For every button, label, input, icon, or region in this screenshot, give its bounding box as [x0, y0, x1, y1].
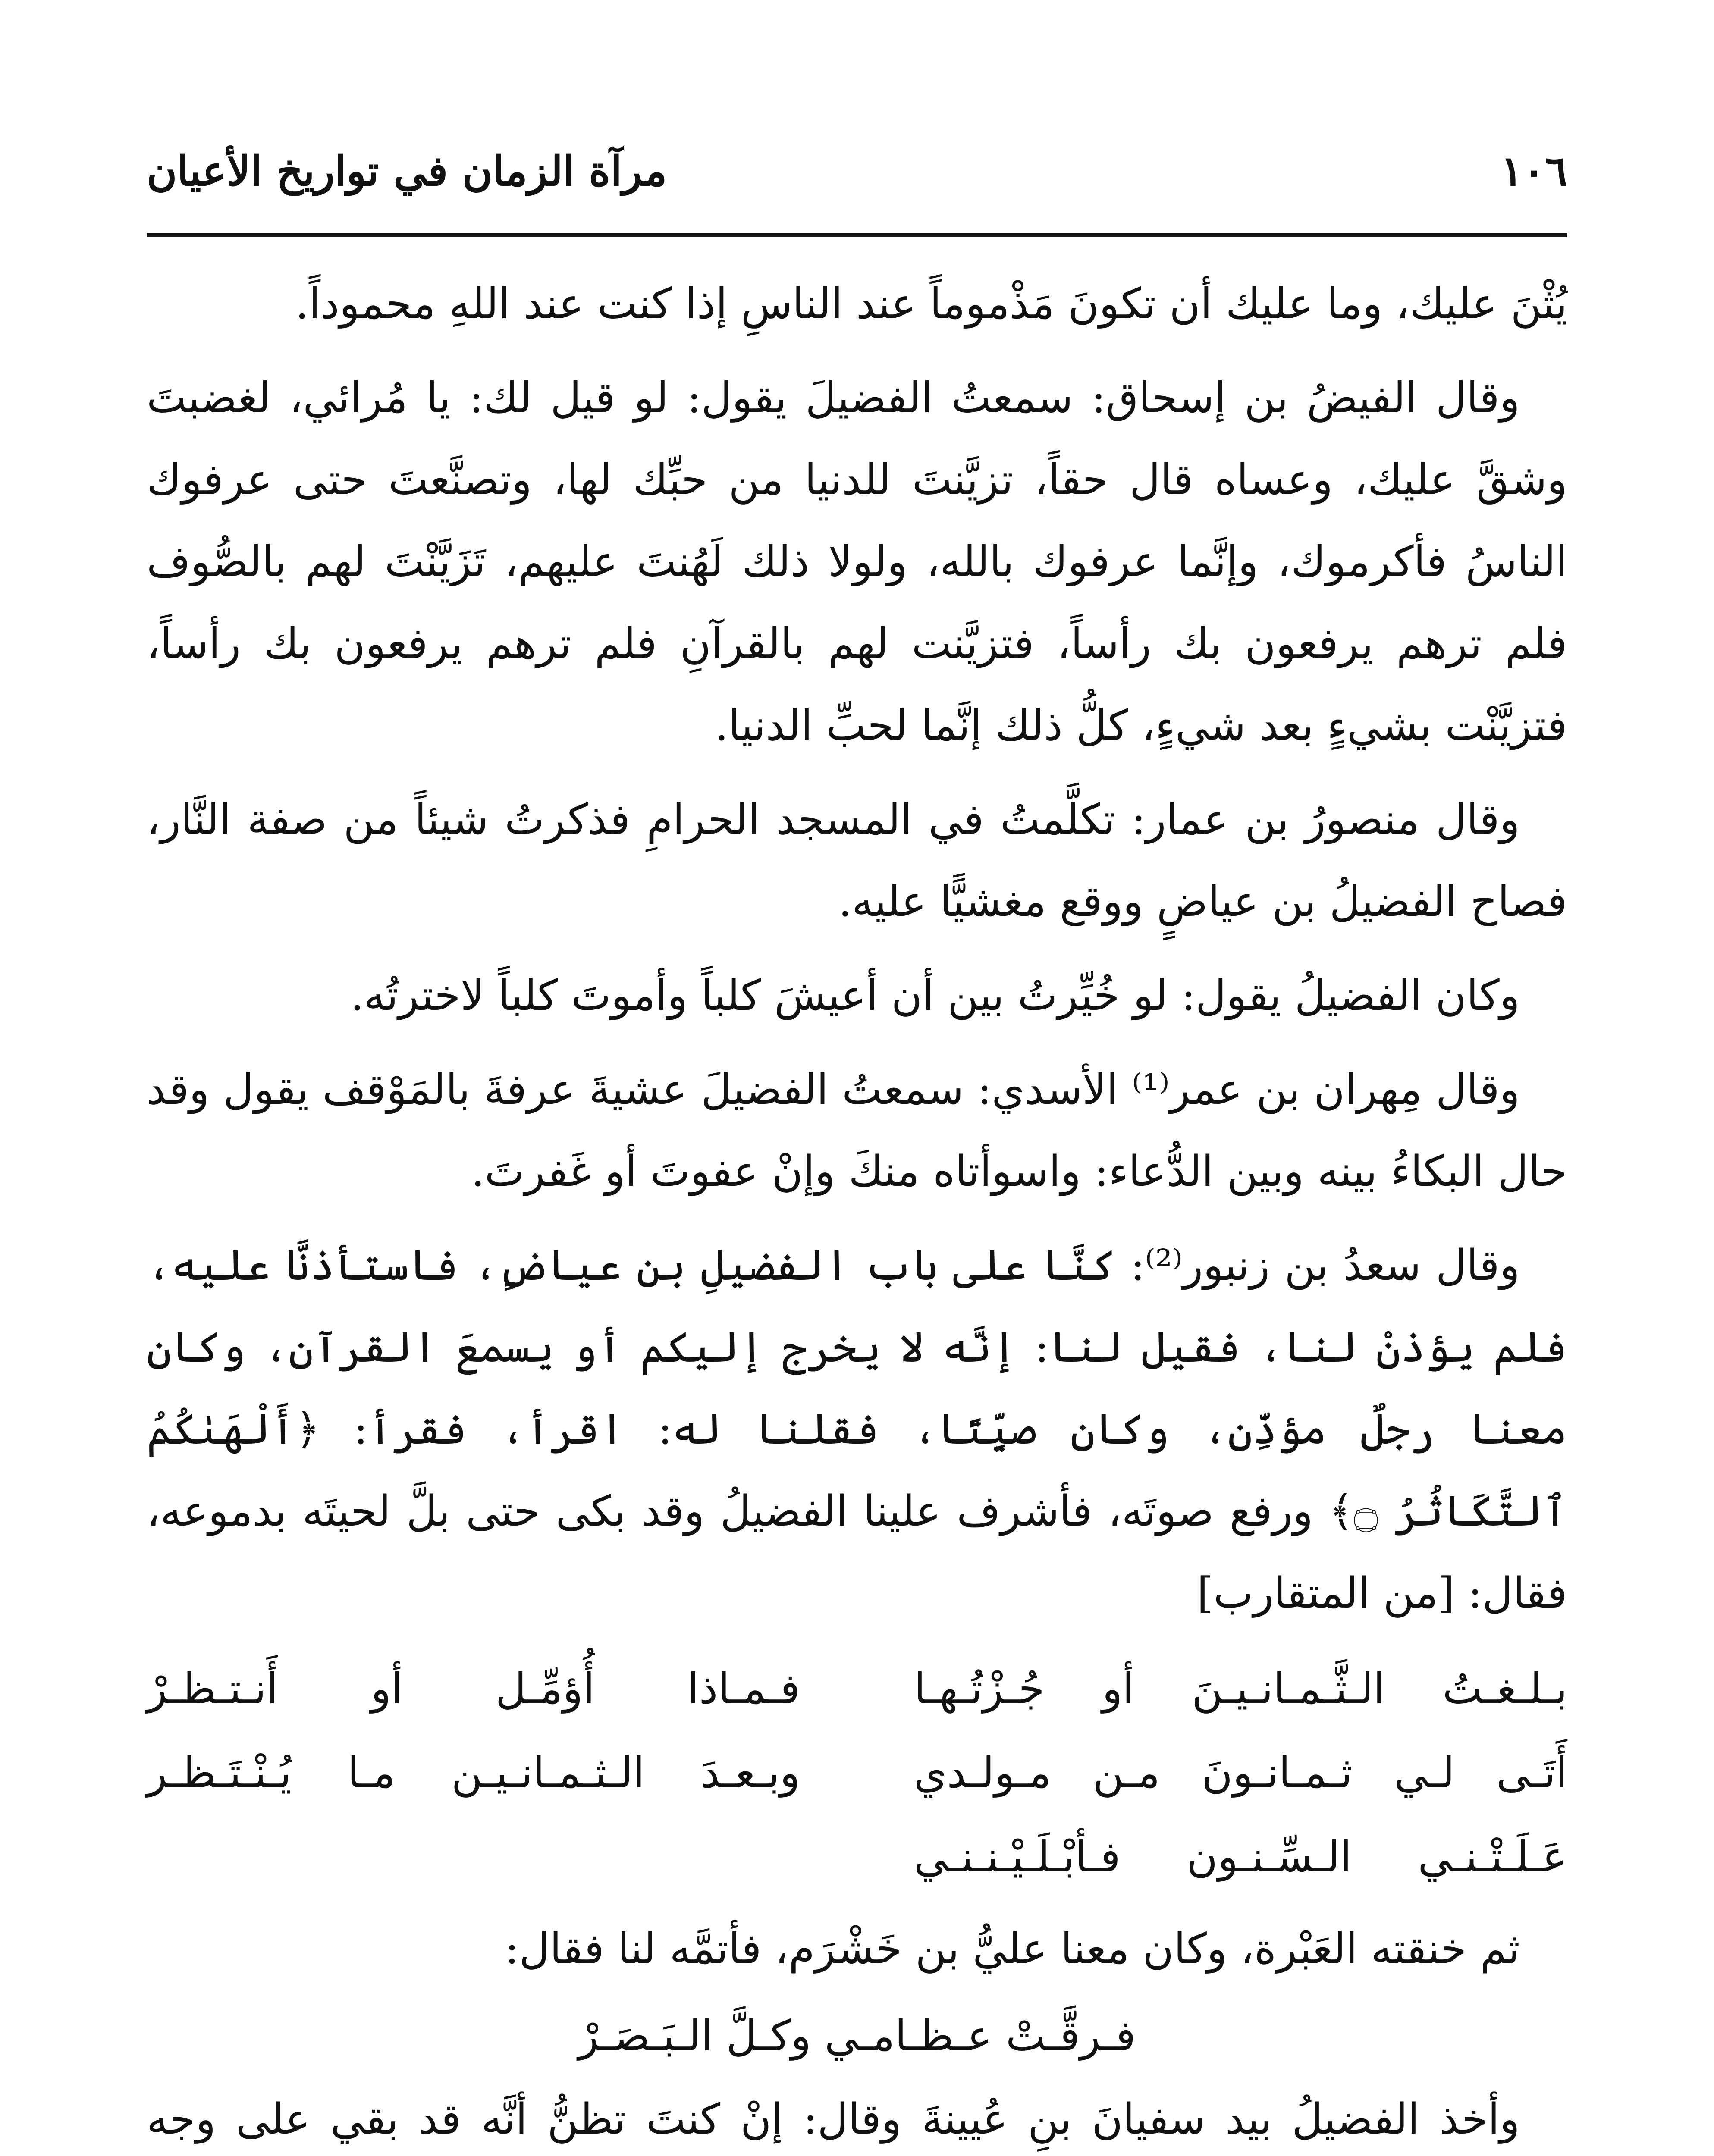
header-divider	[147, 233, 1567, 237]
paragraph-ali-khashram: ثم خنقته العَبْرة، وكان معنا عليُّ بن خَشْرَم، فأتمَّه لنا فقال:	[505, 1924, 1520, 1974]
verse-second-hemistich: فـمـاذا أُؤمِّـل أو أَنـتـظـرْ	[147, 1664, 800, 1714]
paragraph-continuation: يُثْنَ عليك، وما عليك أن تكونَ مَذْموماً عند الناسِ إذا كنت عند اللهِ محموداً.	[295, 279, 1567, 329]
page-number: ١٠٦	[1501, 147, 1567, 195]
verse-second-hemistich: وبـعـدَ الـثـمـانـيـن مـا يُـنْـتَـظـر	[147, 1749, 800, 1798]
verse-line	[147, 1731, 1567, 1815]
verse-first-hemistich: بـلـغـتُ الـثَّـمـانـيـنَ أو جُـزْتُـهـا	[914, 1664, 1567, 1714]
paragraph-mansur: وقال منصورُ بن عمار: تكلَّمتُ في المسجد الحرامِ فذكرتُ شيئاً من صفة النَّار، فصاح الفضيلُ بن عياضٍ ووقع مغشيًّا عليه.	[147, 795, 1567, 926]
verse-first-hemistich: أَتَـى لـي ثـمـانـونَ مـن مـولـدي	[914, 1749, 1567, 1798]
verse-completion: فـرقَّـتْ عـظـامـي وكـلَّ الـبَـصَـرْ	[578, 2012, 1136, 2061]
main-text	[147, 263, 1567, 2156]
paragraph-sufyan: وأخذ الفضيلُ بيد سفيانَ بنِ عُيينةَ وقال: إنْ كنتَ تظنُّ أنَّه قد بقي على وجه	[147, 2095, 1520, 2144]
verse-line	[147, 1815, 1567, 1899]
paragraph-fudayl-riya: وقال الفيضُ بن إسحاق: سمعتُ الفضيلَ يقول: لو قيل لك: يا مُرائي، لغضبتَ وشقَّ عليك، وعساه قال حقاً، تزيَّنتَ للدنيا من حبِّك لها، وتصنَّعتَ حتى عرفوك الناسُ فأكرموك، وإنَّما عرفوك بالله، ولولا ذلك لَهُنتَ عليهم، تَزَيَّنْتَ لهم بالصُّوف فلم ترهم يرفعون بك رأساً، فتزيَّنت لهم بالقرآنِ فلم ترهم يرفعون بك رأساً، فتزيَّنْت بشيءٍ بعد شيءٍ، كلُّ ذلك إنَّما لحبِّ الدنيا.	[147, 373, 1567, 750]
paragraph-mihran: وقال مِهران بن عمر⁽¹⁾ الأسدي: سمعتُ الفضيلَ عشيةَ عرفةَ بالمَوْقف يقول وقد حال البكاءُ بينه وبين الدُّعاء: واسوأتاه منكَ وإنْ عفوتَ أو غَفرتَ.	[147, 1065, 1567, 1196]
page-header	[147, 129, 1567, 203]
verse-line	[147, 1647, 1567, 1731]
paragraph-saad: وقال سعدُ بن زنبور⁽²⁾: كنَّا على باب الفضيلِ بن عياضٍ، فاستأذنَّا عليه، فلم يؤذنْ لنا، فقيل لنا: إنَّه لا يخرج إليكم أو يسمعَ القرآن، وكان معنا رجلٌ مؤذِّن، وكان صيِّتًا، فقلنا له: اقرأ، فقرأ: ﴿أَلْهَىٰكُمُ ٱلتَّكَاثُرُ ۝﴾ ورفع صوتَه، فأشرف علينا الفضيلُ وقد بكى حتى بلَّ لحيتَه بدموعه، فقال: [من المتقارب]	[147, 1241, 1568, 1618]
verse-first-hemistich: عَـلَـتْـنـي الـسِّـنـون فـأبْـلَـيْـنـنـي	[914, 1833, 1567, 1882]
poem	[147, 1647, 1567, 1899]
verse-second-hemistich	[147, 1815, 800, 1899]
running-title: مرآة الزمان في تواريخ الأعيان	[147, 147, 667, 195]
paragraph-kalban: وكان الفضيلُ يقول: لو خُيِّرتُ بين أن أعيشَ كلباً وأموتَ كلباً لاخترتُه.	[350, 971, 1520, 1020]
